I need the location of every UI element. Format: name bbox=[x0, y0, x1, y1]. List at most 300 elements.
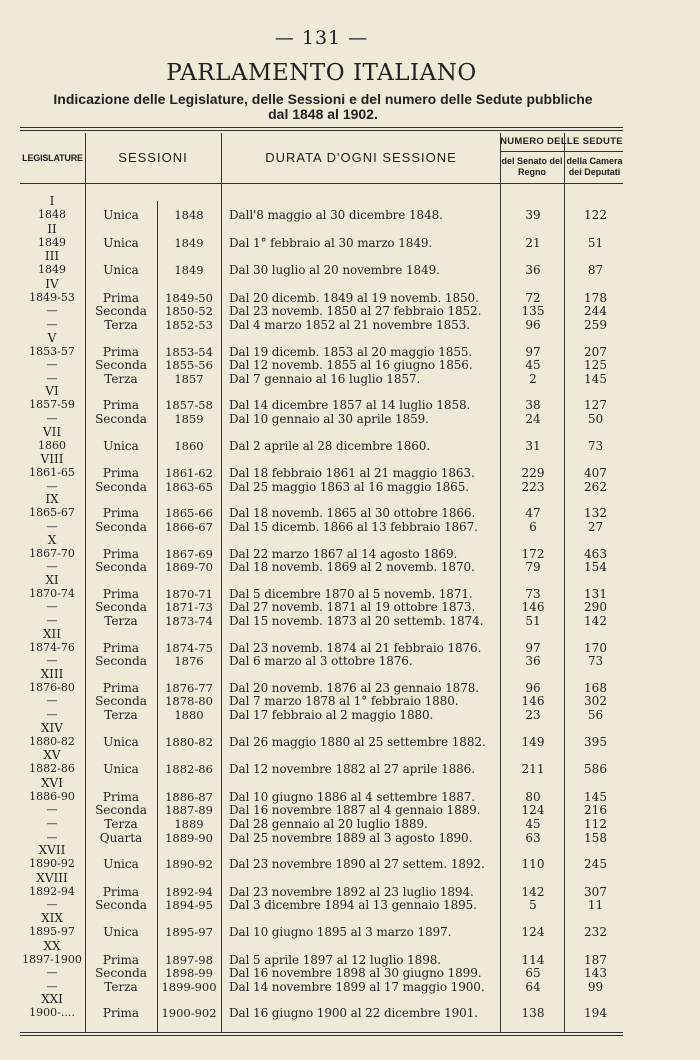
session-years: 1874-75 bbox=[165, 640, 213, 655]
table-top-rule bbox=[20, 127, 623, 128]
legislature-period: 1867-70 bbox=[29, 546, 75, 560]
legislature-period: 1865-67 bbox=[29, 506, 75, 520]
table-row bbox=[0, 358, 700, 372]
session-duration: Dal 14 novembre 1899 al 17 maggio 1900. bbox=[229, 979, 485, 994]
session-duration: Dal 18 febbraio 1861 al 21 maggio 1863. bbox=[229, 466, 475, 481]
table-row bbox=[0, 803, 700, 817]
chamber-sittings: 51 bbox=[587, 235, 604, 250]
session-years: 1863-65 bbox=[165, 479, 213, 494]
session-years: 1892-94 bbox=[165, 884, 213, 899]
session-duration: Dal 16 novembre 1887 al 4 gennaio 1889. bbox=[229, 803, 481, 818]
session-name: Unica bbox=[103, 208, 139, 222]
senate-sittings: 96 bbox=[525, 318, 541, 332]
senate-sittings: 6 bbox=[529, 520, 537, 534]
legislature-number: VI bbox=[45, 384, 59, 399]
chamber-sittings: 216 bbox=[584, 803, 607, 818]
senate-sittings: 47 bbox=[525, 506, 541, 521]
chamber-sittings: 395 bbox=[584, 734, 607, 749]
legislature-period: 1860 bbox=[38, 438, 66, 452]
table-row bbox=[0, 520, 700, 534]
chamber-sittings: 50 bbox=[587, 412, 604, 426]
table-row bbox=[0, 831, 700, 845]
legislature-period: 1874-76 bbox=[29, 640, 75, 654]
legislature-period: 1882-86 bbox=[29, 762, 75, 776]
table-row bbox=[0, 506, 700, 520]
chamber-sittings: 56 bbox=[587, 708, 604, 722]
table-row bbox=[0, 587, 700, 601]
senate-sittings: 80 bbox=[525, 789, 541, 804]
session-name: Unica bbox=[103, 263, 139, 278]
table-row bbox=[0, 762, 700, 776]
senate-sittings: 39 bbox=[525, 208, 541, 222]
table-row bbox=[0, 735, 700, 749]
session-duration: Dal 12 novemb. 1855 al 16 giugno 1856. bbox=[229, 358, 473, 373]
header-camera: della Camera dei Deputati bbox=[566, 156, 623, 177]
table-row bbox=[0, 560, 700, 574]
legislature-period: — bbox=[46, 358, 58, 372]
legislature-period: — bbox=[46, 694, 58, 708]
session-years: 1886-87 bbox=[165, 789, 213, 804]
legislature-number: VIII bbox=[40, 452, 64, 467]
session-years: 1860 bbox=[174, 438, 204, 453]
session-name: Prima bbox=[102, 290, 140, 305]
session-years: 1876-77 bbox=[165, 680, 213, 695]
session-duration: Dal 1° febbraio al 30 marzo 1849. bbox=[229, 235, 433, 250]
session-duration: Dal 27 novemb. 1871 al 19 ottobre 1873. bbox=[229, 600, 476, 615]
legislature-period: 1890-92 bbox=[29, 857, 75, 871]
legislature-period: 1900-.... bbox=[29, 1006, 75, 1020]
senate-sittings: 146 bbox=[521, 694, 545, 709]
table-row bbox=[0, 372, 700, 386]
chamber-sittings: 73 bbox=[587, 654, 604, 669]
table-row bbox=[0, 1006, 700, 1020]
chamber-sittings: 154 bbox=[584, 560, 607, 575]
session-duration: Dal 28 gennaio al 20 luglio 1889. bbox=[229, 817, 428, 831]
chamber-sittings: 11 bbox=[587, 898, 604, 913]
session-years: 1867-69 bbox=[165, 546, 213, 561]
legislature-period: 1897-1900 bbox=[22, 952, 82, 966]
chamber-sittings: 132 bbox=[584, 506, 607, 521]
session-years: 1889-90 bbox=[165, 830, 213, 845]
session-name: Unica bbox=[103, 734, 139, 749]
table-row bbox=[0, 857, 700, 871]
session-years: 1859 bbox=[174, 412, 204, 426]
session-years: 1857 bbox=[174, 371, 204, 386]
session-name: Terza bbox=[104, 318, 138, 332]
legislature-number: XII bbox=[42, 626, 62, 641]
legislature-period: 1895-97 bbox=[29, 925, 75, 938]
session-duration: Dal 16 giugno 1900 al 22 dicembre 1901. bbox=[229, 1006, 478, 1021]
senate-sittings: 5 bbox=[529, 898, 537, 913]
chamber-sittings: 207 bbox=[584, 344, 607, 359]
legislature-period: 1848 bbox=[38, 208, 66, 221]
session-years: 1878-80 bbox=[165, 694, 213, 709]
session-duration: Dal 17 febbraio al 2 maggio 1880. bbox=[229, 708, 434, 722]
session-name: Prima bbox=[102, 546, 140, 561]
session-name: Prima bbox=[102, 398, 140, 413]
session-name: Prima bbox=[102, 466, 140, 481]
table-row bbox=[0, 439, 700, 453]
chamber-sittings: 145 bbox=[584, 371, 607, 386]
legislature-number: IX bbox=[45, 492, 59, 507]
session-duration: Dal 19 dicemb. 1853 al 20 maggio 1855. bbox=[229, 344, 473, 359]
session-duration: Dal 25 maggio 1863 al 16 maggio 1865. bbox=[229, 479, 469, 494]
session-years: 1899-900 bbox=[161, 979, 217, 994]
senate-sittings: 172 bbox=[521, 546, 545, 561]
chamber-sittings: 178 bbox=[584, 290, 607, 305]
legislature-period: 1876-80 bbox=[29, 680, 75, 694]
session-name: Unica bbox=[103, 235, 139, 250]
senate-sittings: 45 bbox=[525, 817, 541, 831]
senate-sittings: 31 bbox=[525, 438, 541, 453]
session-years: 1890-92 bbox=[165, 857, 213, 872]
session-duration: Dal 23 novemb. 1850 al 27 febbraio 1852. bbox=[229, 304, 482, 319]
table-row bbox=[0, 263, 700, 277]
session-duration: Dal 30 luglio al 20 novembre 1849. bbox=[229, 263, 440, 278]
table-row bbox=[0, 547, 700, 561]
session-name: Terza bbox=[104, 708, 138, 722]
session-duration: Dal 7 gennaio al 16 luglio 1857. bbox=[229, 371, 421, 386]
legislature-number: XVII bbox=[38, 843, 66, 858]
chamber-sittings: 27 bbox=[587, 520, 604, 534]
senate-sittings: 36 bbox=[525, 263, 541, 278]
legislature-number: XX bbox=[43, 938, 61, 953]
session-duration: Dal 16 novembre 1898 al 30 giugno 1899. bbox=[229, 966, 482, 981]
legislature-number: III bbox=[44, 249, 60, 264]
chamber-sittings: 145 bbox=[584, 789, 607, 804]
table-row bbox=[0, 817, 700, 831]
session-name: Quarta bbox=[99, 830, 143, 845]
session-years: 1857-58 bbox=[165, 398, 213, 413]
senate-sittings: 97 bbox=[525, 640, 541, 655]
chamber-sittings: 262 bbox=[584, 479, 607, 494]
session-duration: Dal 15 dicemb. 1866 al 13 febbraio 1867. bbox=[229, 520, 478, 534]
senate-sittings: 223 bbox=[521, 479, 545, 494]
session-duration: Dal 22 marzo 1867 al 14 agosto 1869. bbox=[229, 546, 458, 561]
legislature-period: — bbox=[46, 898, 58, 912]
session-duration: Dal 14 dicembre 1857 al 14 luglio 1858. bbox=[229, 398, 471, 413]
session-duration: Dal 3 dicembre 1894 al 13 gennaio 1895. bbox=[229, 898, 477, 913]
session-years: 1895-97 bbox=[165, 925, 213, 939]
senate-sittings: 65 bbox=[525, 966, 541, 981]
session-duration: Dal 4 marzo 1852 al 21 novembre 1853. bbox=[229, 318, 470, 332]
table-row bbox=[0, 708, 700, 722]
senate-sittings: 73 bbox=[525, 586, 541, 601]
chamber-sittings: 143 bbox=[584, 966, 607, 981]
legislature-period: — bbox=[46, 520, 58, 533]
legislature-period: — bbox=[46, 304, 58, 318]
session-years: 1894-95 bbox=[165, 898, 213, 913]
legislature-period: 1861-65 bbox=[29, 466, 75, 480]
table-row bbox=[0, 654, 700, 668]
table-bottom-rule-2 bbox=[20, 1035, 623, 1036]
session-duration: Dal 23 novembre 1890 al 27 settem. 1892. bbox=[229, 857, 485, 872]
session-years: 1880 bbox=[174, 708, 204, 722]
table-row bbox=[0, 236, 700, 250]
session-duration: Dal 7 marzo 1878 al 1° febbraio 1880. bbox=[229, 694, 459, 709]
senate-sittings: 38 bbox=[525, 398, 541, 413]
chamber-sittings: 463 bbox=[584, 546, 607, 561]
legislature-number: X bbox=[47, 532, 57, 547]
legislature-period: 1880-82 bbox=[29, 734, 75, 748]
session-years: 1887-89 bbox=[165, 803, 213, 818]
table-row bbox=[0, 304, 700, 318]
legislature-period: 1849 bbox=[38, 263, 66, 277]
legislature-number: XXI bbox=[41, 992, 63, 1007]
legislature-number: V bbox=[47, 330, 57, 345]
senate-sittings: 124 bbox=[521, 803, 545, 818]
legislature-period: 1886-90 bbox=[29, 789, 75, 803]
session-name: Seconda bbox=[95, 304, 147, 319]
session-name: Seconda bbox=[95, 412, 147, 426]
session-years: 1852-53 bbox=[165, 318, 213, 332]
header-durata: DURATA D'OGNI SESSIONE bbox=[265, 150, 457, 165]
legislature-period: — bbox=[46, 966, 58, 980]
legislature-period: — bbox=[46, 830, 58, 844]
legislature-number: XIX bbox=[41, 911, 63, 925]
legislature-period: — bbox=[46, 654, 58, 668]
legislature-number: XIII bbox=[40, 666, 64, 681]
session-duration: Dal 26 maggio 1880 al 25 settembre 1882. bbox=[229, 734, 486, 749]
session-duration: Dal 5 dicembre 1870 al 5 novemb. 1871. bbox=[229, 586, 473, 601]
session-years: 1882-86 bbox=[165, 762, 213, 777]
legislature-number: XIV bbox=[41, 720, 63, 735]
header-senato: del Senato del Regno bbox=[501, 156, 563, 177]
table-row bbox=[0, 208, 700, 222]
table-row bbox=[0, 925, 700, 939]
session-name: Seconda bbox=[95, 654, 147, 669]
table-row bbox=[0, 614, 700, 628]
senate-sittings: 149 bbox=[521, 734, 545, 749]
session-years: 1880-82 bbox=[165, 734, 213, 749]
session-years: 1873-74 bbox=[165, 614, 213, 628]
header-bottom-rule bbox=[20, 183, 623, 184]
legislature-period: — bbox=[46, 371, 58, 385]
session-name: Prima bbox=[102, 789, 140, 804]
session-years: 1889 bbox=[174, 817, 204, 831]
senate-sittings: 97 bbox=[525, 344, 541, 359]
numero-divider bbox=[500, 151, 623, 152]
senate-sittings: 24 bbox=[525, 412, 541, 426]
session-name: Unica bbox=[103, 925, 139, 939]
senate-sittings: 110 bbox=[521, 857, 545, 872]
session-name: Terza bbox=[104, 614, 138, 628]
senate-sittings: 229 bbox=[521, 466, 545, 481]
chamber-sittings: 244 bbox=[584, 304, 607, 319]
legislature-period: — bbox=[46, 979, 58, 993]
session-years: 1897-98 bbox=[165, 952, 213, 967]
session-name: Prima bbox=[102, 884, 140, 899]
header-numero-sedute: NUMERO DELLE SEDUTE bbox=[500, 136, 623, 147]
senate-sittings: 21 bbox=[525, 235, 541, 250]
session-duration: Dal 10 gennaio al 30 aprile 1859. bbox=[229, 412, 429, 426]
session-name: Seconda bbox=[95, 803, 147, 818]
legislature-period: — bbox=[46, 803, 58, 817]
session-duration: Dal 10 giugno 1886 al 4 settembre 1887. bbox=[229, 789, 475, 804]
table-row bbox=[0, 966, 700, 980]
session-duration: Dal 15 novemb. 1873 al 20 settemb. 1874. bbox=[229, 614, 484, 628]
session-duration: Dal 23 novemb. 1874 al 21 febbraio 1876. bbox=[229, 640, 482, 655]
senate-sittings: 45 bbox=[525, 358, 541, 373]
chamber-sittings: 127 bbox=[584, 398, 607, 413]
legislature-period: 1853-57 bbox=[29, 344, 75, 358]
session-duration: Dal 2 aprile al 28 dicembre 1860. bbox=[229, 438, 431, 453]
table-row bbox=[0, 345, 700, 359]
table-row bbox=[0, 898, 700, 912]
chamber-sittings: 245 bbox=[584, 857, 607, 872]
chamber-sittings: 168 bbox=[584, 680, 607, 695]
legislature-period: 1857-59 bbox=[29, 398, 75, 412]
table-row bbox=[0, 291, 700, 305]
senate-sittings: 114 bbox=[521, 952, 545, 967]
table-row bbox=[0, 466, 700, 480]
session-years: 1855-56 bbox=[165, 358, 213, 373]
chamber-sittings: 586 bbox=[584, 762, 607, 777]
table-row bbox=[0, 398, 700, 412]
session-years: 1871-73 bbox=[165, 600, 213, 615]
session-name: Prima bbox=[102, 640, 140, 655]
session-years: 1866-67 bbox=[165, 520, 213, 534]
chamber-sittings: 142 bbox=[584, 614, 607, 628]
subtitle-line-2: dal 1848 al 1902. bbox=[268, 106, 378, 122]
session-years: 1876 bbox=[174, 654, 204, 669]
legislature-period: — bbox=[46, 560, 58, 574]
chamber-sittings: 232 bbox=[584, 925, 607, 939]
table-bottom-rule bbox=[20, 1032, 623, 1033]
session-name: Seconda bbox=[95, 694, 147, 709]
table-row bbox=[0, 953, 700, 967]
session-name: Terza bbox=[104, 979, 138, 994]
session-years: 1870-71 bbox=[165, 586, 213, 601]
table-row bbox=[0, 318, 700, 332]
session-years: 1849-50 bbox=[165, 290, 213, 305]
legislature-period: — bbox=[46, 412, 58, 425]
page-number: — 131 — bbox=[274, 27, 369, 49]
senate-sittings: 64 bbox=[525, 979, 541, 994]
table-row bbox=[0, 694, 700, 708]
chamber-sittings: 307 bbox=[584, 884, 607, 899]
session-years: 1849 bbox=[174, 235, 204, 250]
chamber-sittings: 290 bbox=[584, 600, 607, 615]
session-years: 1865-66 bbox=[165, 506, 213, 521]
table-row bbox=[0, 790, 700, 804]
legislature-period: — bbox=[46, 614, 58, 627]
session-years: 1900-902 bbox=[161, 1006, 217, 1021]
senate-sittings: 135 bbox=[521, 304, 545, 319]
page-title: PARLAMENTO ITALIANO bbox=[166, 60, 477, 86]
session-name: Terza bbox=[104, 371, 138, 386]
chamber-sittings: 112 bbox=[584, 817, 607, 831]
table-top-rule-2 bbox=[20, 130, 623, 131]
senate-sittings: 96 bbox=[525, 680, 541, 695]
session-name: Terza bbox=[104, 817, 138, 831]
senate-sittings: 146 bbox=[521, 600, 545, 615]
table-row bbox=[0, 600, 700, 614]
session-duration: Dal 18 novemb. 1865 al 30 ottobre 1866. bbox=[229, 506, 476, 521]
chamber-sittings: 122 bbox=[584, 208, 607, 222]
senate-sittings: 63 bbox=[525, 830, 541, 845]
chamber-sittings: 73 bbox=[587, 438, 604, 453]
senate-sittings: 2 bbox=[529, 371, 537, 386]
legislature-period: — bbox=[46, 600, 58, 614]
table-row bbox=[0, 641, 700, 655]
session-duration: Dal 6 marzo al 3 ottobre 1876. bbox=[229, 654, 413, 669]
senate-sittings: 23 bbox=[525, 708, 541, 722]
senate-sittings: 36 bbox=[525, 654, 541, 669]
session-name: Prima bbox=[102, 344, 140, 359]
chamber-sittings: 187 bbox=[584, 952, 607, 967]
legislature-period: — bbox=[46, 708, 58, 721]
legislature-number: I bbox=[49, 194, 55, 208]
legislature-number: IV bbox=[45, 276, 59, 291]
chamber-sittings: 158 bbox=[584, 830, 607, 845]
table-row bbox=[0, 480, 700, 494]
session-years: 1869-70 bbox=[165, 560, 213, 575]
chamber-sittings: 194 bbox=[584, 1006, 607, 1021]
header-legislature: LEGISLATURE bbox=[22, 153, 83, 163]
session-duration: Dall'8 maggio al 30 dicembre 1848. bbox=[229, 208, 443, 222]
senate-sittings: 138 bbox=[521, 1006, 545, 1021]
session-name: Unica bbox=[103, 762, 139, 777]
session-years: 1849 bbox=[174, 263, 204, 278]
senate-sittings: 72 bbox=[525, 290, 541, 305]
legislature-period: — bbox=[46, 817, 58, 830]
legislature-number: XI bbox=[45, 572, 59, 587]
session-years: 1898-99 bbox=[165, 966, 213, 981]
legislature-number: VII bbox=[42, 424, 62, 439]
session-name: Prima bbox=[102, 1006, 140, 1021]
legislature-period: — bbox=[46, 318, 58, 331]
session-name: Seconda bbox=[95, 520, 147, 534]
chamber-sittings: 170 bbox=[584, 640, 607, 655]
session-name: Prima bbox=[102, 506, 140, 521]
table-row bbox=[0, 681, 700, 695]
legislature-period: 1849 bbox=[38, 235, 66, 249]
session-name: Unica bbox=[103, 438, 139, 453]
session-name: Unica bbox=[103, 857, 139, 872]
legislature-number: II bbox=[47, 221, 57, 236]
session-name: Seconda bbox=[95, 898, 147, 913]
senate-sittings: 79 bbox=[525, 560, 541, 575]
session-duration: Dal 23 novembre 1892 al 23 luglio 1894. bbox=[229, 884, 474, 899]
session-years: 1850-52 bbox=[165, 304, 213, 319]
session-duration: Dal 18 novemb. 1869 al 2 novemb. 1870. bbox=[229, 560, 475, 575]
senate-sittings: 51 bbox=[525, 614, 541, 628]
legislature-period: — bbox=[46, 479, 58, 493]
session-duration: Dal 10 giugno 1895 al 3 marzo 1897. bbox=[229, 925, 452, 939]
subtitle-line-1: Indicazione delle Legislature, delle Sessioni e del numero delle Sedute pubbliche bbox=[53, 91, 593, 107]
chamber-sittings: 125 bbox=[584, 358, 607, 373]
session-years: 1853-54 bbox=[165, 344, 213, 359]
session-name: Seconda bbox=[95, 560, 147, 575]
chamber-sittings: 99 bbox=[587, 979, 604, 994]
session-duration: Dal 25 novembre 1889 al 3 agosto 1890. bbox=[229, 830, 473, 845]
session-duration: Dal 20 dicemb. 1849 al 19 novemb. 1850. bbox=[229, 290, 479, 305]
session-name: Prima bbox=[102, 952, 140, 967]
chamber-sittings: 131 bbox=[584, 586, 607, 601]
senate-sittings: 142 bbox=[521, 884, 545, 899]
senate-sittings: 211 bbox=[521, 762, 545, 777]
session-duration: Dal 20 novemb. 1876 al 23 gennaio 1878. bbox=[229, 680, 480, 695]
session-name: Prima bbox=[102, 680, 140, 695]
legislature-number: XV bbox=[43, 748, 61, 763]
chamber-sittings: 87 bbox=[587, 263, 604, 278]
senate-sittings: 124 bbox=[521, 925, 545, 939]
legislature-number: XVI bbox=[41, 775, 63, 790]
session-name: Seconda bbox=[95, 966, 147, 981]
session-name: Prima bbox=[102, 586, 140, 601]
chamber-sittings: 407 bbox=[584, 466, 607, 481]
